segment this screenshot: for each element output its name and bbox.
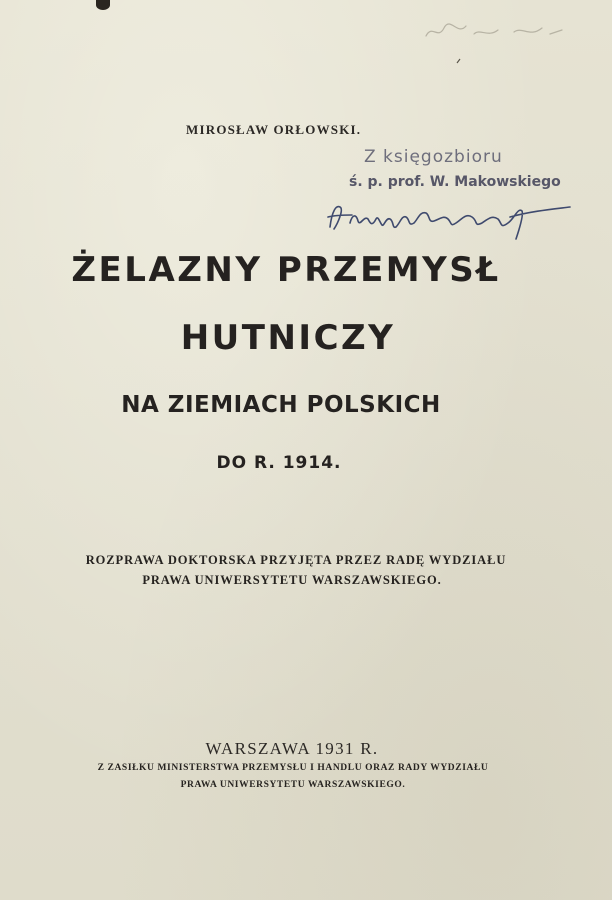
book-title-line2: HUTNICZY bbox=[180, 318, 396, 358]
funding-note-line1: Z ZASIŁKU MINISTERSTWA PRZEMYSŁU I HANDLU ORAZ RADY WYDZIAŁU bbox=[97, 763, 489, 773]
book-period: DO R. 1914. bbox=[216, 453, 342, 473]
pencil-tick-mark bbox=[456, 58, 461, 64]
library-stamp-line2: ś. p. prof. W. Makowskiego bbox=[349, 174, 561, 190]
ink-speck bbox=[96, 0, 110, 10]
dissertation-note-line2: PRAWA UNIWERSYTETU WARSZAWSKIEGO. bbox=[142, 573, 442, 587]
author-name: MIROSŁAW ORŁOWSKI. bbox=[186, 122, 362, 137]
book-title-line1: ŻELAZNY PRZEMYSŁ bbox=[71, 250, 501, 290]
handwritten-signature bbox=[322, 193, 574, 243]
pencil-annotation-mark bbox=[418, 10, 568, 50]
dissertation-note-line1: ROZPRAWA DOKTORSKA PRZYJĘTA PRZEZ RADĘ WYDZIAŁU bbox=[85, 553, 507, 567]
funding-note-line2: PRAWA UNIWERSYTETU WARSZAWSKIEGO. bbox=[180, 780, 406, 790]
publication-place-year: WARSZAWA 1931 R. bbox=[205, 739, 379, 758]
library-stamp-line1: Z księgozbioru bbox=[364, 147, 503, 167]
book-subtitle: NA ZIEMIACH POLSKICH bbox=[121, 392, 441, 418]
